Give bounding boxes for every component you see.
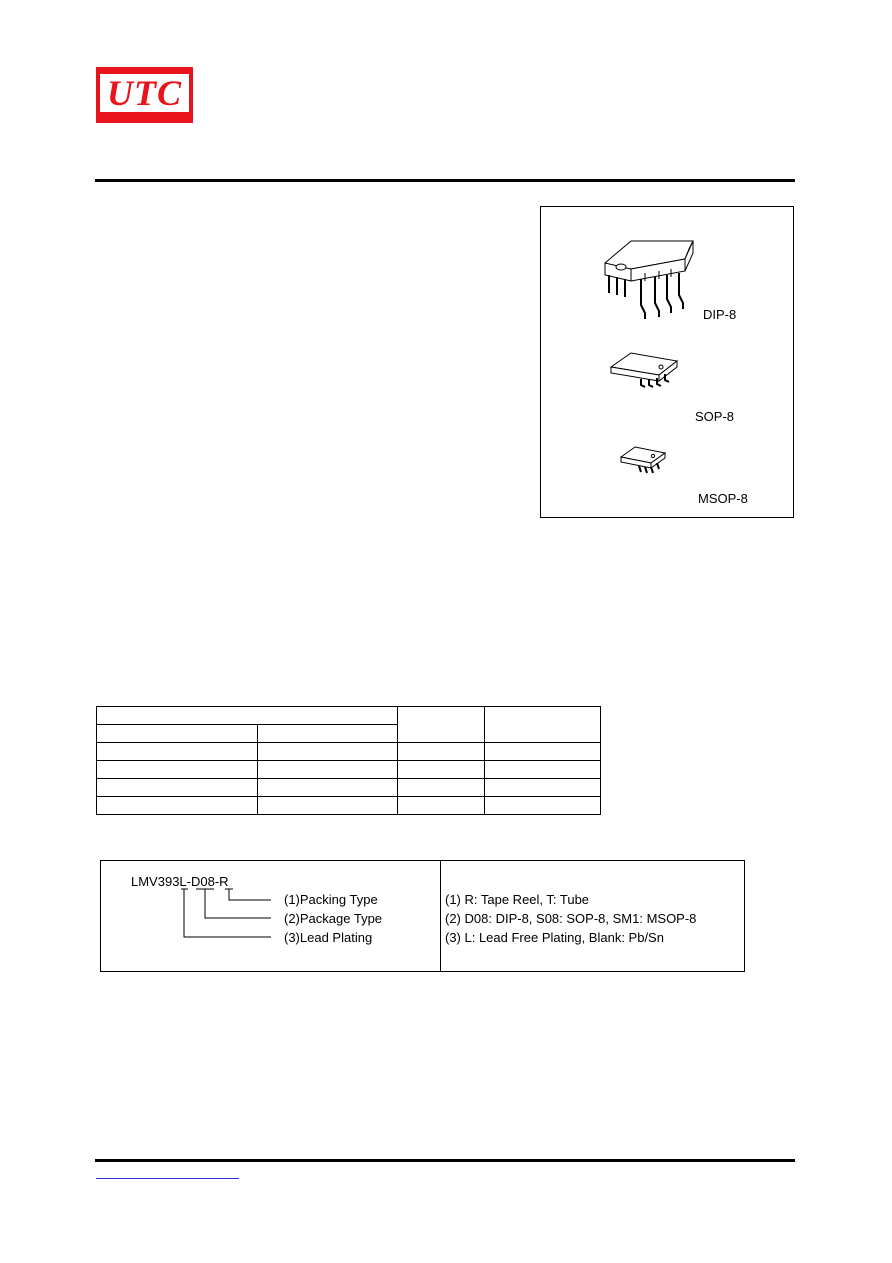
dip8-package-icon xyxy=(601,233,701,323)
table-cell xyxy=(398,743,485,761)
table-cell xyxy=(398,761,485,779)
table-cell xyxy=(97,707,398,725)
table-cell xyxy=(398,779,485,797)
table-row xyxy=(97,797,601,815)
package-box xyxy=(540,206,794,518)
footer-rule xyxy=(95,1159,795,1162)
ordering-table xyxy=(96,706,601,815)
msop8-package-icon xyxy=(617,443,677,479)
field-desc-package-type: (2) D08: DIP-8, S08: SOP-8, SM1: MSOP-8 xyxy=(445,911,697,926)
msop8-label: MSOP-8 xyxy=(698,491,748,506)
table-cell xyxy=(398,797,485,815)
header-rule xyxy=(95,179,795,182)
footer-link-underline[interactable] xyxy=(96,1178,239,1179)
table-cell xyxy=(485,743,601,761)
field-desc-lead-plating: (3) L: Lead Free Plating, Blank: Pb/Sn xyxy=(445,930,664,945)
table-cell xyxy=(97,725,258,743)
field-desc-packing-type: (1) R: Tape Reel, T: Tube xyxy=(445,892,590,907)
table-cell xyxy=(398,707,485,743)
table-cell xyxy=(97,761,258,779)
table-row xyxy=(97,761,601,779)
table-row xyxy=(97,743,601,761)
table-cell xyxy=(485,707,601,743)
field-label-lead-plating: (3)Lead Plating xyxy=(284,930,373,945)
table-cell xyxy=(97,797,258,815)
table-cell xyxy=(258,725,398,743)
table-cell xyxy=(97,743,258,761)
logo-inner xyxy=(100,74,189,112)
ordering-divider xyxy=(440,861,441,971)
dip8-label: DIP-8 xyxy=(703,307,737,322)
table-cell xyxy=(258,797,398,815)
table-row xyxy=(97,707,601,725)
field-label-package-type: (2)Package Type xyxy=(284,911,383,926)
ordering-code-box xyxy=(100,860,745,972)
sop8-label: SOP-8 xyxy=(695,409,735,424)
table-cell xyxy=(97,779,258,797)
table-cell xyxy=(258,779,398,797)
field-label-packing-type: (1)Packing Type xyxy=(284,892,378,907)
sop8-package-icon xyxy=(607,347,687,397)
utc-logo xyxy=(96,67,193,123)
logo-text: UTC xyxy=(107,73,182,113)
table-row xyxy=(97,779,601,797)
table-cell xyxy=(485,761,601,779)
table-cell xyxy=(258,761,398,779)
ordering-connector-lines xyxy=(101,861,440,971)
table-cell xyxy=(485,797,601,815)
table-cell xyxy=(485,779,601,797)
table-cell xyxy=(258,743,398,761)
part-number: LMV393L-D08-R xyxy=(131,874,229,889)
